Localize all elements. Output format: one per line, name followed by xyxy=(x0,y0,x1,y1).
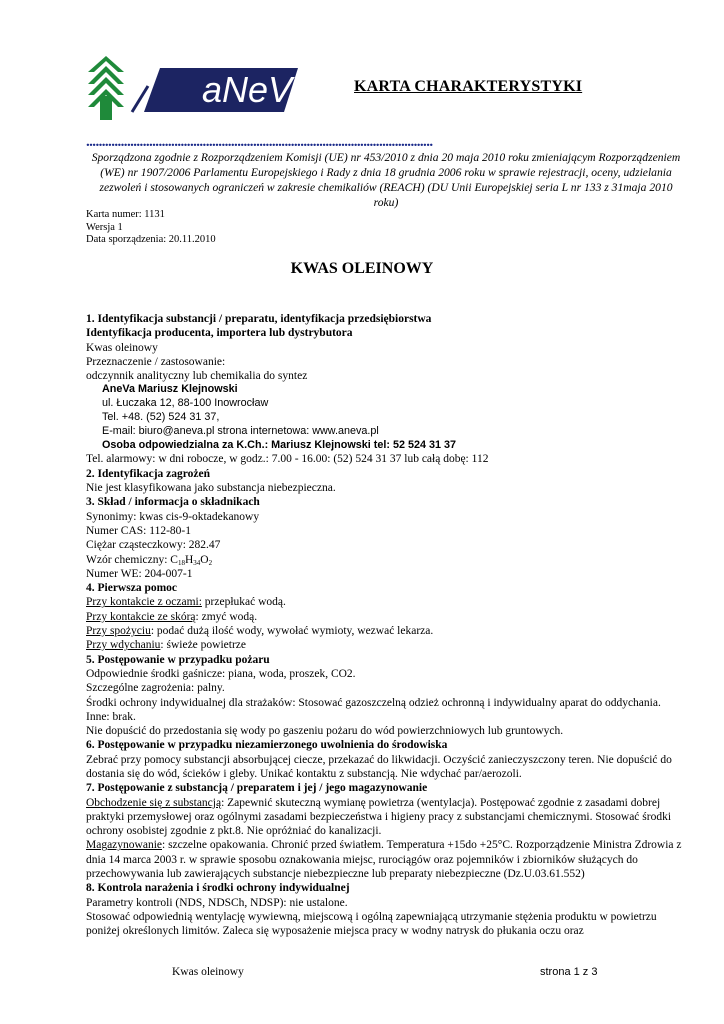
molecular-weight: Ciężar cząsteczkowy: 282.47 xyxy=(86,539,221,552)
logo-graphic xyxy=(84,56,300,122)
company-name: AneVa Mariusz Klejnowski xyxy=(102,383,238,396)
we-number: Numer WE: 204-007-1 xyxy=(86,567,193,580)
section-6-heading: 6. Postępowanie w przypadku niezamierzonego uwolnienia do środowiska xyxy=(86,739,448,752)
fire-line-4: Inne: brak. xyxy=(86,710,136,723)
brand-text: aNeVa xyxy=(202,69,300,110)
first-aid-inhale: Przy wdychaniu: świeże powietrze xyxy=(86,639,246,652)
chemical-formula: Wzór chemiczny: $C_{18}H_{34}O_2$ xyxy=(86,553,213,567)
company-email: E-mail: biuro@aneva.pl strona internetowa: www.aneva.pl xyxy=(102,424,379,437)
company-address: ul. Łuczaka 12, 88-100 Inowrocław xyxy=(102,397,269,410)
fire-line-2: Szczególne zagrożenia: palny. xyxy=(86,682,225,695)
regulation-intro: Sporządzona zgodnie z Rozporządzeniem Komisji (UE) nr 453/2010 z dnia 20 maja 2010 roku zmieniającym Rozporządzeniem (WE) nr 1907/2006 Parlamentu Europejskiego i Rady z dnia 18 grudnia 2006 roku w sprawie rejestracji, oceny, udzielania zezwoleń i stosowanych ograniczeń w zakresie chemikaliów (REACH) (DU Unii Europejskiej seria L nr 133 z 31maja 2010 roku) xyxy=(91,151,681,209)
company-logo xyxy=(84,56,300,122)
fire-line-3: Środki ochrony indywidualnej dla strażaków: Stosować gazoszczelną odzież ochronną i indywidualny aparat do oddychania. xyxy=(86,696,661,709)
fire-line-1: Odpowiednie środki gaśnicze: piana, woda, proszek, CO2. xyxy=(86,667,356,680)
substance-title: KWAS OLEINOWY xyxy=(290,260,434,277)
section-7-heading: 7. Postępowanie z substancją / preparatem i jej / jego magazynowanie xyxy=(86,782,428,795)
dotted-divider: .............................................................................................................. xyxy=(86,134,433,150)
section-1-heading: 1. Identyfikacja substancji / preparatu, identyfikacja przedsiębiorstwa xyxy=(86,313,432,325)
responsible-person: Osoba odpowiedzialna za K.Ch.: Mariusz Klejnowski tel: 52 524 31 37 xyxy=(102,438,456,451)
cas-number: Numer CAS: 112-80-1 xyxy=(86,524,191,537)
first-aid-swallow: Przy spożyciu: podać dużą ilość wody, wywołać wymioty, wezwać lekarza. xyxy=(86,625,434,638)
card-date: Data sporządzenia: 20.11.2010 xyxy=(86,234,216,245)
section-2-text: Nie jest klasyfikowana jako substancja niebezpieczna. xyxy=(86,482,336,495)
section-8-heading: 8. Kontrola narażenia i środki ochrony indywidualnej xyxy=(86,882,350,895)
document-body xyxy=(86,312,686,939)
document-type-title: KARTA CHARAKTERYSTYKI xyxy=(354,78,583,95)
handling-text: Obchodzenie się z substancją: Zapewnić skuteczną wymianę powietrza (wentylacja). Postępować zgodnie z zasadami dobrej praktyki przemysłowej oraz ogólnymi zasadami bezpieczeństwa i higieny pracy z substancjami chemicznymi. Stosować środki ochrony osobistej zgodnie z pkt.8. Nie opróżniać do kanalizacji. xyxy=(86,796,672,838)
section-1-subheading: Identyfikacja producenta, importera lub dystrybutora xyxy=(86,327,353,340)
section-2-heading: 2. Identyfikacja zagrożeń xyxy=(86,467,211,480)
storage-text: Magazynowanie: szczelne opakowania. Chronić przed światłem. Temperatura +15do +25°C. Rozporządzenie Ministra Zdrowia z dnia 14 marca 2003 r. w sprawie sposobu oznakowania miejsc, rurociągów oraz pojemników i zbiorników służących do przechowywania lub zawierających substancje niebezpieczne lub preparaty niebezpieczne (Dz.U.03.61.552) xyxy=(86,839,682,881)
section-8-line-2: Stosować odpowiednią wentylację wywiewną, miejscową i ogólną zapewniającą utrzymanie stężenia produktu w powietrzu poniżej określonych limitów. Zaleca się wyposażenie miejsca pracy w wodny natrysk do płukania oczu oraz xyxy=(86,910,657,938)
first-aid-skin: Przy kontakcie ze skórą: zmyć wodą. xyxy=(86,610,258,623)
footer-title: Kwas oleinowy xyxy=(172,966,244,978)
chevron-logo-icon xyxy=(88,56,124,120)
alarm-phone: Tel. alarmowy: w dni robocze, w godz.: 7.00 - 16.00: (52) 524 31 37 lub całą dobę: 112 xyxy=(86,453,489,466)
purpose-text: odczynnik analityczny lub chemikalia do syntez xyxy=(86,370,308,383)
first-aid-eyes: Przy kontakcie z oczami: przepłukać wodą. xyxy=(86,596,286,609)
section-5-heading: 5. Postępowanie w przypadku pożaru xyxy=(86,653,270,666)
page-number: strona 1 z 3 xyxy=(540,966,598,978)
purpose-label: Przeznaczenie / zastosowanie: xyxy=(86,355,226,368)
fire-line-5: Nie dopuścić do przedostania się wody po gaszeniu pożaru do wód powierzchniowych lub gruntowych. xyxy=(86,725,564,738)
card-number: Karta numer: 1131 xyxy=(86,209,165,220)
card-version: Wersja 1 xyxy=(86,221,123,233)
section-3-heading: 3. Skład / informacja o składnikach xyxy=(86,496,260,509)
product-name: Kwas oleinowy xyxy=(86,341,158,354)
company-phone: Tel. +48. (52) 524 31 37, xyxy=(102,411,220,424)
synonyms: Synonimy: kwas cis-9-oktadekanowy xyxy=(86,510,260,523)
card-meta xyxy=(86,209,216,247)
section-8-line-1: Parametry kontroli (NDS, NDSCh, NDSP): nie ustalone. xyxy=(86,896,348,909)
section-6-text: Zebrać przy pomocy substancji absorbującej ciecze, przekazać do likwidacji. Oczyścić zanieczyszczony teren. Nie dopuścić do dostania się do wód, ścieków i gleby. Unikać kontaktu z substancją. Nie wdychać par/aerozoli. xyxy=(86,753,672,780)
section-4-heading: 4. Pierwsza pomoc xyxy=(86,582,178,595)
